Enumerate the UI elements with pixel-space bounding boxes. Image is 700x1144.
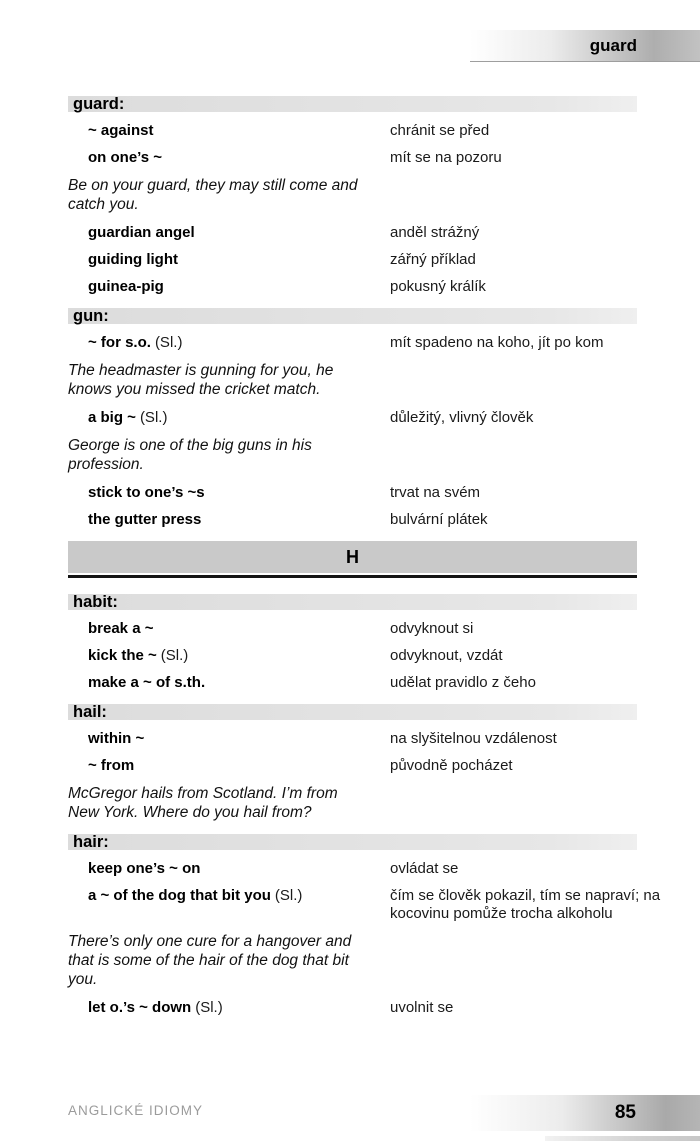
idiom-translation: ovládat se <box>390 860 459 877</box>
idiom-term: ~ from <box>88 757 135 774</box>
idiom-suffix: (Sl.) <box>274 887 303 904</box>
idiom-row <box>68 149 668 167</box>
page-number-band <box>470 1095 700 1131</box>
divider-rule <box>68 575 637 578</box>
idiom-row <box>68 224 668 242</box>
idiom-row <box>68 757 668 775</box>
page-edge-shadow <box>545 1136 700 1141</box>
idiom-term: within ~ <box>88 730 145 747</box>
idiom-term: keep one’s ~ on <box>88 860 201 877</box>
section-header <box>68 308 637 324</box>
idiom-row <box>68 887 668 923</box>
section-title: gun: <box>73 307 109 325</box>
footer-book-title: ANGLICKÉ IDIOMY <box>68 1103 204 1118</box>
page-content <box>68 96 668 1029</box>
letter-divider-label: H <box>346 547 359 567</box>
idiom-row <box>68 860 668 878</box>
section-hair <box>68 834 668 1017</box>
idiom-row <box>68 674 668 692</box>
idiom-row <box>68 730 668 748</box>
example-sentence: Be on your guard, they may still come and catch you. <box>68 177 358 213</box>
example-sentence: McGregor hails from Scotland. I’m from New York. Where do you hail from? <box>68 785 338 821</box>
idiom-term: the gutter press <box>88 511 202 528</box>
idiom-term: break a ~ <box>88 620 154 637</box>
idiom-translation: mít se na pozoru <box>390 149 502 166</box>
example-sentence: George is one of the big guns in his profession. <box>68 437 312 473</box>
section-header <box>68 704 637 720</box>
idiom-term: on one’s ~ <box>88 149 163 166</box>
idiom-translation: zářný příklad <box>390 251 476 268</box>
idiom-term: a big ~ <box>88 409 136 426</box>
letter-divider <box>68 541 637 578</box>
idiom-translation: trvat na svém <box>390 484 481 501</box>
idiom-term: make a ~ of s.th. <box>88 674 206 691</box>
idiom-translation: původně pocházet <box>390 757 513 774</box>
section-header <box>68 834 637 850</box>
section-header <box>68 96 637 112</box>
idiom-term: stick to one’s ~s <box>88 484 205 501</box>
idiom-row <box>68 620 668 638</box>
idiom-term: let o.’s ~ down <box>88 999 192 1016</box>
idiom-translation: mít spadeno na koho, jít po kom <box>390 334 604 351</box>
idiom-translation: odvyknout si <box>390 620 474 637</box>
idiom-row <box>68 122 668 140</box>
idiom-row <box>68 484 668 502</box>
idiom-translation: udělat pravidlo z čeho <box>390 674 536 691</box>
example-sentence: There’s only one cure for a hangover and that is some of the hair of the dog that bit you. <box>68 933 352 988</box>
idiom-suffix: (Sl.) <box>160 647 189 664</box>
idiom-translation: pokusný králík <box>390 278 486 295</box>
idiom-suffix: (Sl.) <box>195 999 223 1016</box>
idiom-translation: důležitý, vlivný člověk <box>390 409 534 426</box>
running-header <box>470 30 700 62</box>
idiom-row <box>68 251 668 269</box>
section-guard <box>68 96 668 296</box>
idiom-translation: uvolnit se <box>390 999 454 1016</box>
idiom-translation: na slyšitelnou vzdálenost <box>390 730 557 747</box>
idiom-term: a ~ of the dog that bit you <box>88 887 271 904</box>
idiom-row <box>68 647 668 665</box>
idiom-translation: anděl strážný <box>390 224 480 241</box>
section-title: hair: <box>73 833 109 851</box>
page-number: 85 <box>614 1102 636 1123</box>
idiom-term: ~ against <box>88 122 154 139</box>
idiom-translation: čím se člověk pokazil, tím se napraví; na kocovinu pomůže trocha alkoholu <box>390 887 661 922</box>
section-hail <box>68 704 668 822</box>
idiom-term: guiding light <box>88 251 178 268</box>
idiom-term: guardian angel <box>88 224 195 241</box>
section-title: guard: <box>73 95 125 113</box>
idiom-row <box>68 278 668 296</box>
idiom-suffix: (Sl.) <box>154 334 183 351</box>
section-title: hail: <box>73 703 107 721</box>
idiom-suffix: (Sl.) <box>139 409 168 426</box>
idiom-row <box>68 511 668 529</box>
idiom-term: guinea-pig <box>88 278 164 295</box>
section-habit <box>68 594 668 692</box>
idiom-translation: odvyknout, vzdát <box>390 647 503 664</box>
idiom-translation: bulvární plátek <box>390 511 488 528</box>
idiom-row <box>68 409 668 427</box>
section-title: habit: <box>73 593 118 611</box>
section-gun <box>68 308 668 529</box>
idiom-term: ~ for s.o. <box>88 334 151 351</box>
idiom-row <box>68 334 668 352</box>
idiom-translation: chránit se před <box>390 122 490 139</box>
idiom-term: kick the ~ <box>88 647 157 664</box>
idiom-row <box>68 999 668 1017</box>
example-sentence: The headmaster is gunning for you, he knows you missed the cricket match. <box>68 362 334 398</box>
section-header <box>68 594 637 610</box>
running-header-label: guard <box>589 36 637 55</box>
